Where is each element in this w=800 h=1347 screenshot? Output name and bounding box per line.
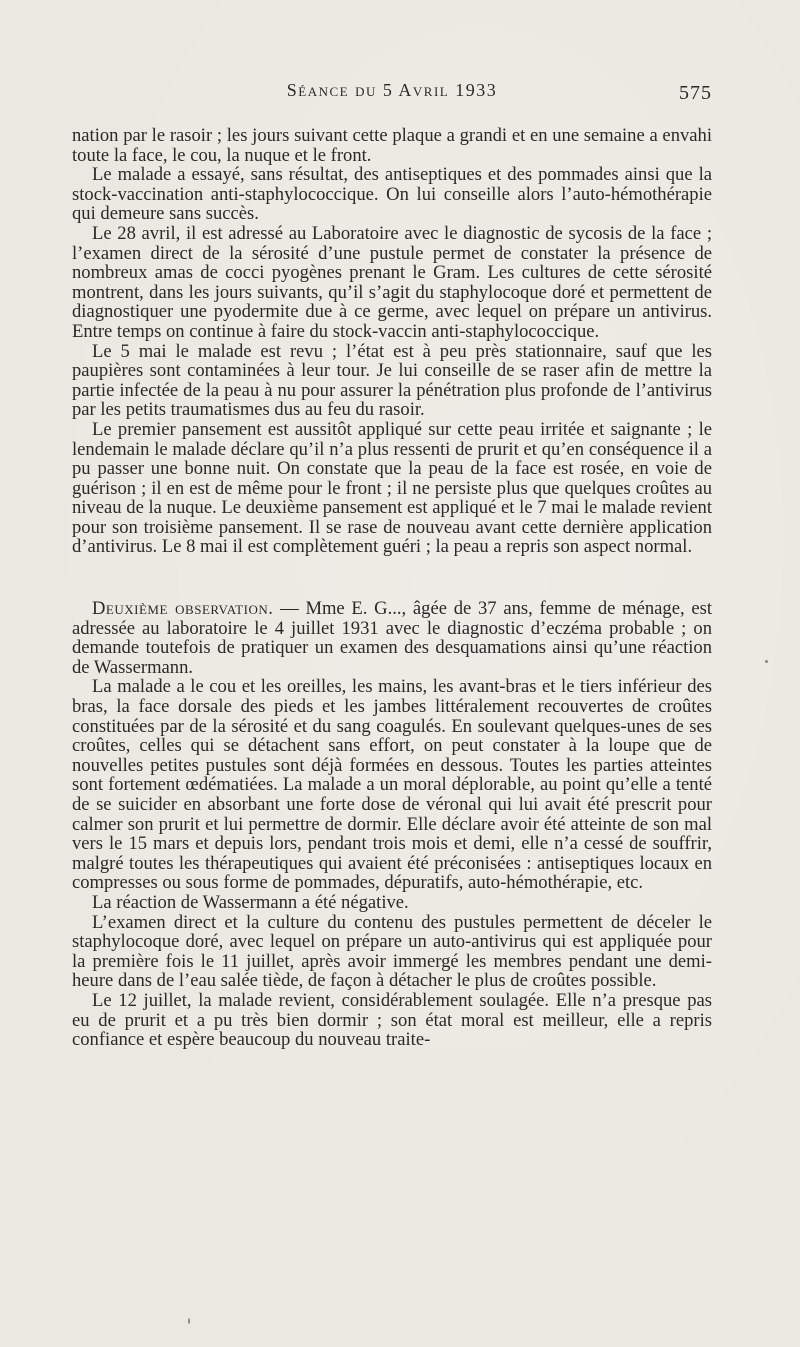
- paragraph: Le malade a essayé, sans résultat, des antiseptiques et des pommades ainsi que la stock-vaccination anti-staphylococcique. On lui conseille alors l’auto-hémothérapie qui demeure sans succès.: [72, 164, 712, 225]
- running-head-title: Séance du 5 Avril 1933: [286, 80, 498, 100]
- paragraph: Le 12 juillet, la malade revient, considérablement soulagée. Elle n’a presque pas eu de prurit et a pu très bien dormir ; son état moral est meilleur, elle a repris confiance et espère beaucoup du nouveau traite-: [72, 989, 712, 1051]
- paper-speck: [765, 660, 768, 663]
- second-observation-paragraph: [72, 599, 712, 677]
- paragraph: Le 5 mai le malade est revu ; l’état est à peu près stationnaire, sauf que les paupières sont contaminées à leur tour. Je lui conseille de se raser afin de mettre la partie infectée de la peau à nu pour assurer la pénétration plus profonde de l’antivirus par les petits traumatismes dus au feu du rasoir.: [72, 340, 712, 421]
- paragraph: Le premier pansement est aussitôt appliqué sur cette peau irritée et saignante ; le lendemain le malade déclare qu’il n’a plus ressenti de prurit et qu’en conséquence il a pu passer une bonne nuit. On constate que la peau de la face est rosée, en voie de guérison ; il en est de même pour le front ; il ne persiste plus que quelques croûtes au niveau de la nuque. Le deuxième pansement est appliqué et le 7 mai le malade revient pour son troisième pansement. Il se rase de nouveau avant cette dernière application d’antivirus. Le 8 mai il est complètement guéri ; la peau a repris son aspect normal.: [72, 418, 712, 558]
- section-spacer: [72, 557, 712, 599]
- paragraph: nation par le rasoir ; les jours suivant cette plaque a grandi et en une semaine a envahi toute la face, le cou, la nuque et le front.: [72, 125, 712, 166]
- paragraph: L’examen direct et la culture du contenu des pustules permettent de déceler le staphylocoque doré, avec lequel on prépare un auto-antivirus qui est appliquée pour la première fois le 11 juillet, après avoir immergé les membres pendant une demi-heure dans de l’eau salée tiède, de façon à détacher le plus de croûtes possible.: [72, 911, 712, 992]
- paragraph: La malade a le cou et les oreilles, les mains, les avant-bras et le tiers inférieur des bras, la face dorsale des pieds et les jambes littéralement recouvertes de croûtes constituées par de la sérosité et du sang coagulés. En soulevant quelques-unes de ses croûtes, celles qui se détachent sans effort, on peut constater à la loupe que de nouvelles petites pustules sont déjà formées en dessous. Toutes les parties atteintes sont fortement œdématiées. La malade a un moral déplorable, au point qu’elle a tenté de se suicider en absorbant une forte dose de véronal qui lui avait été prescrit pour calmer son prurit et lui permettre de dormir. Elle déclare avoir été atteinte de son mal vers le 15 mars et depuis lors, pendant trois mois et demi, elle n’a cessé de souffrir, malgré toutes les thérapeutiques qui avaient été préconisées : antiseptiques locaux en compresses ou sous forme de pommades, dépuratifs, auto-hémothérapie, etc.: [72, 676, 712, 894]
- paragraph: La réaction de Wassermann a été négative.: [92, 891, 409, 913]
- running-head: [72, 80, 712, 110]
- observation-intro: — Mme E. G..., âgée de 37 ans, femme de ménage, est adressée au laboratoire le 4 juillet 1931 avec le diagnostic d’eczéma probable ; on demande toutefois de pratiquer un examen des desquamations ainsi qu’une réaction de Wassermann.: [72, 598, 713, 678]
- paragraph: Le 28 avril, il est adressé au Laboratoire avec le diagnostic de sycosis de la face ; l’examen direct de la sérosité d’une pustule permet de constater la présence de nombreux amas de cocci pyogènes prenant le Gram. Les cultures de cette sérosité montrent, dans les jours suivants, qu’il s’agit du staphylocoque doré et permettent de diagnostiquer une pyodermite due à ce germe, avec lequel on prépare un antivirus. Entre temps on continue à faire du stock-vaccin anti-staphylococcique.: [72, 222, 712, 342]
- paper-speck: [188, 1318, 190, 1324]
- body-text: [72, 126, 712, 1050]
- page-number: 575: [679, 82, 712, 104]
- observation-heading: Deuxième observation.: [92, 598, 274, 620]
